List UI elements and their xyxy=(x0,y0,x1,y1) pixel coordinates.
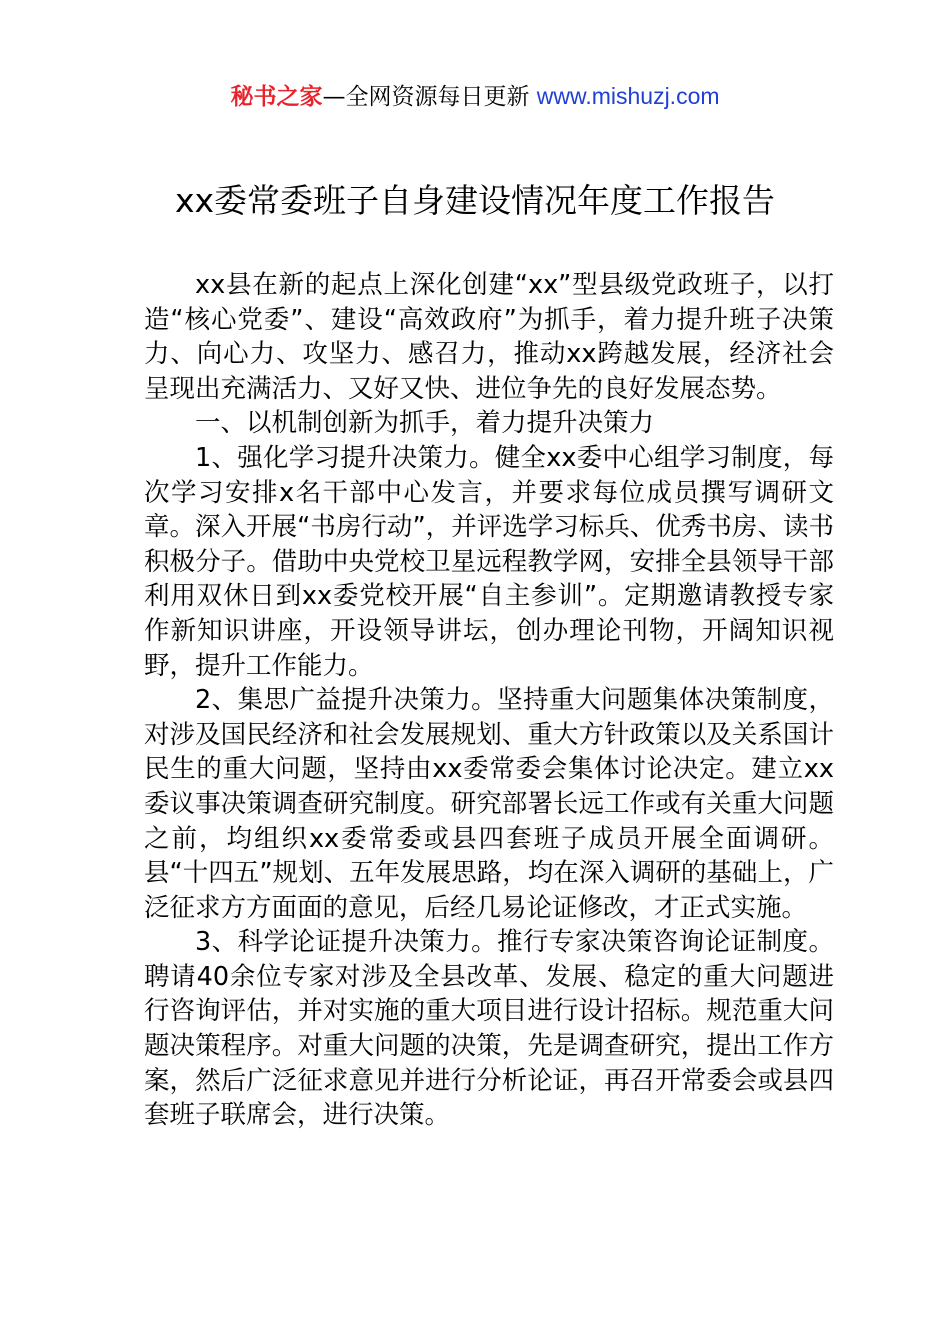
site-header xyxy=(0,80,950,113)
paragraph-item-3: 3、科学论证提升决策力。推行专家决策咨询论证制度。聘请40余位专家对涉及全县改革、发展、稳定的重大问题进行咨询评估，并对实施的重大项目进行设计招标。规范重大问题决策程序。对重大问题的决策，先是调查研究，提出工作方案，然后广泛征求意见并进行分析论证，再召开常委会或县四套班子联席会，进行决策。 xyxy=(144,927,834,1131)
site-brand: 秘书之家 xyxy=(230,84,323,110)
document-title: xx委常委班子自身建设情况年度工作报告 xyxy=(174,181,776,220)
paragraph-item-1: 1、强化学习提升决策力。健全xx委中心组学习制度，每次学习安排x名干部中心发言，并要求每位成员撰写调研文章。深入开展“书房行动”，并评选学习标兵、优秀书房、读书积极分子。借助中央党校卫星远程教学网，安排全县领导干部利用双休日到xx委党校开展“自主参训”。定期邀请教授专家作新知识讲座，开设领导讲坛，创办理论刊物，开阔知识视野，提升工作能力。 xyxy=(144,442,834,681)
paragraph-item-2: 2、集思广益提升决策力。坚持重大问题集体决策制度，对涉及国民经济和社会发展规划、重大方针政策以及关系国计民生的重大问题，坚持由xx委常委会集体讨论决定。建立xx委议事决策调查研究制度。研究部署长远工作或有关重大问题之前，均组织xx委常委或县四套班子成员开展全面调研。县“十四五”规划、五年发展思路，均在深入调研的基础上，广泛征求方方面面的意见，后经几易论证修改，才正式实施。 xyxy=(144,685,834,923)
site-tagline: —全网资源每日更新 xyxy=(322,84,537,110)
document-body xyxy=(144,268,834,1133)
section-heading: 一、以机制创新为抓手，着力提升决策力 xyxy=(195,408,655,439)
site-url-link[interactable]: www.mishuzj.com xyxy=(536,83,720,109)
intro-paragraph: xx县在新的起点上深化创建“xx”型县级党政班子，以打造“核心党委”、建设“高效政府”为抓手，着力提升班子决策力、向心力、攻坚力、感召力，推动xx跨越发展，经济社会呈现出充满活力、又好又快、进位争先的良好发展态势。 xyxy=(144,270,834,404)
